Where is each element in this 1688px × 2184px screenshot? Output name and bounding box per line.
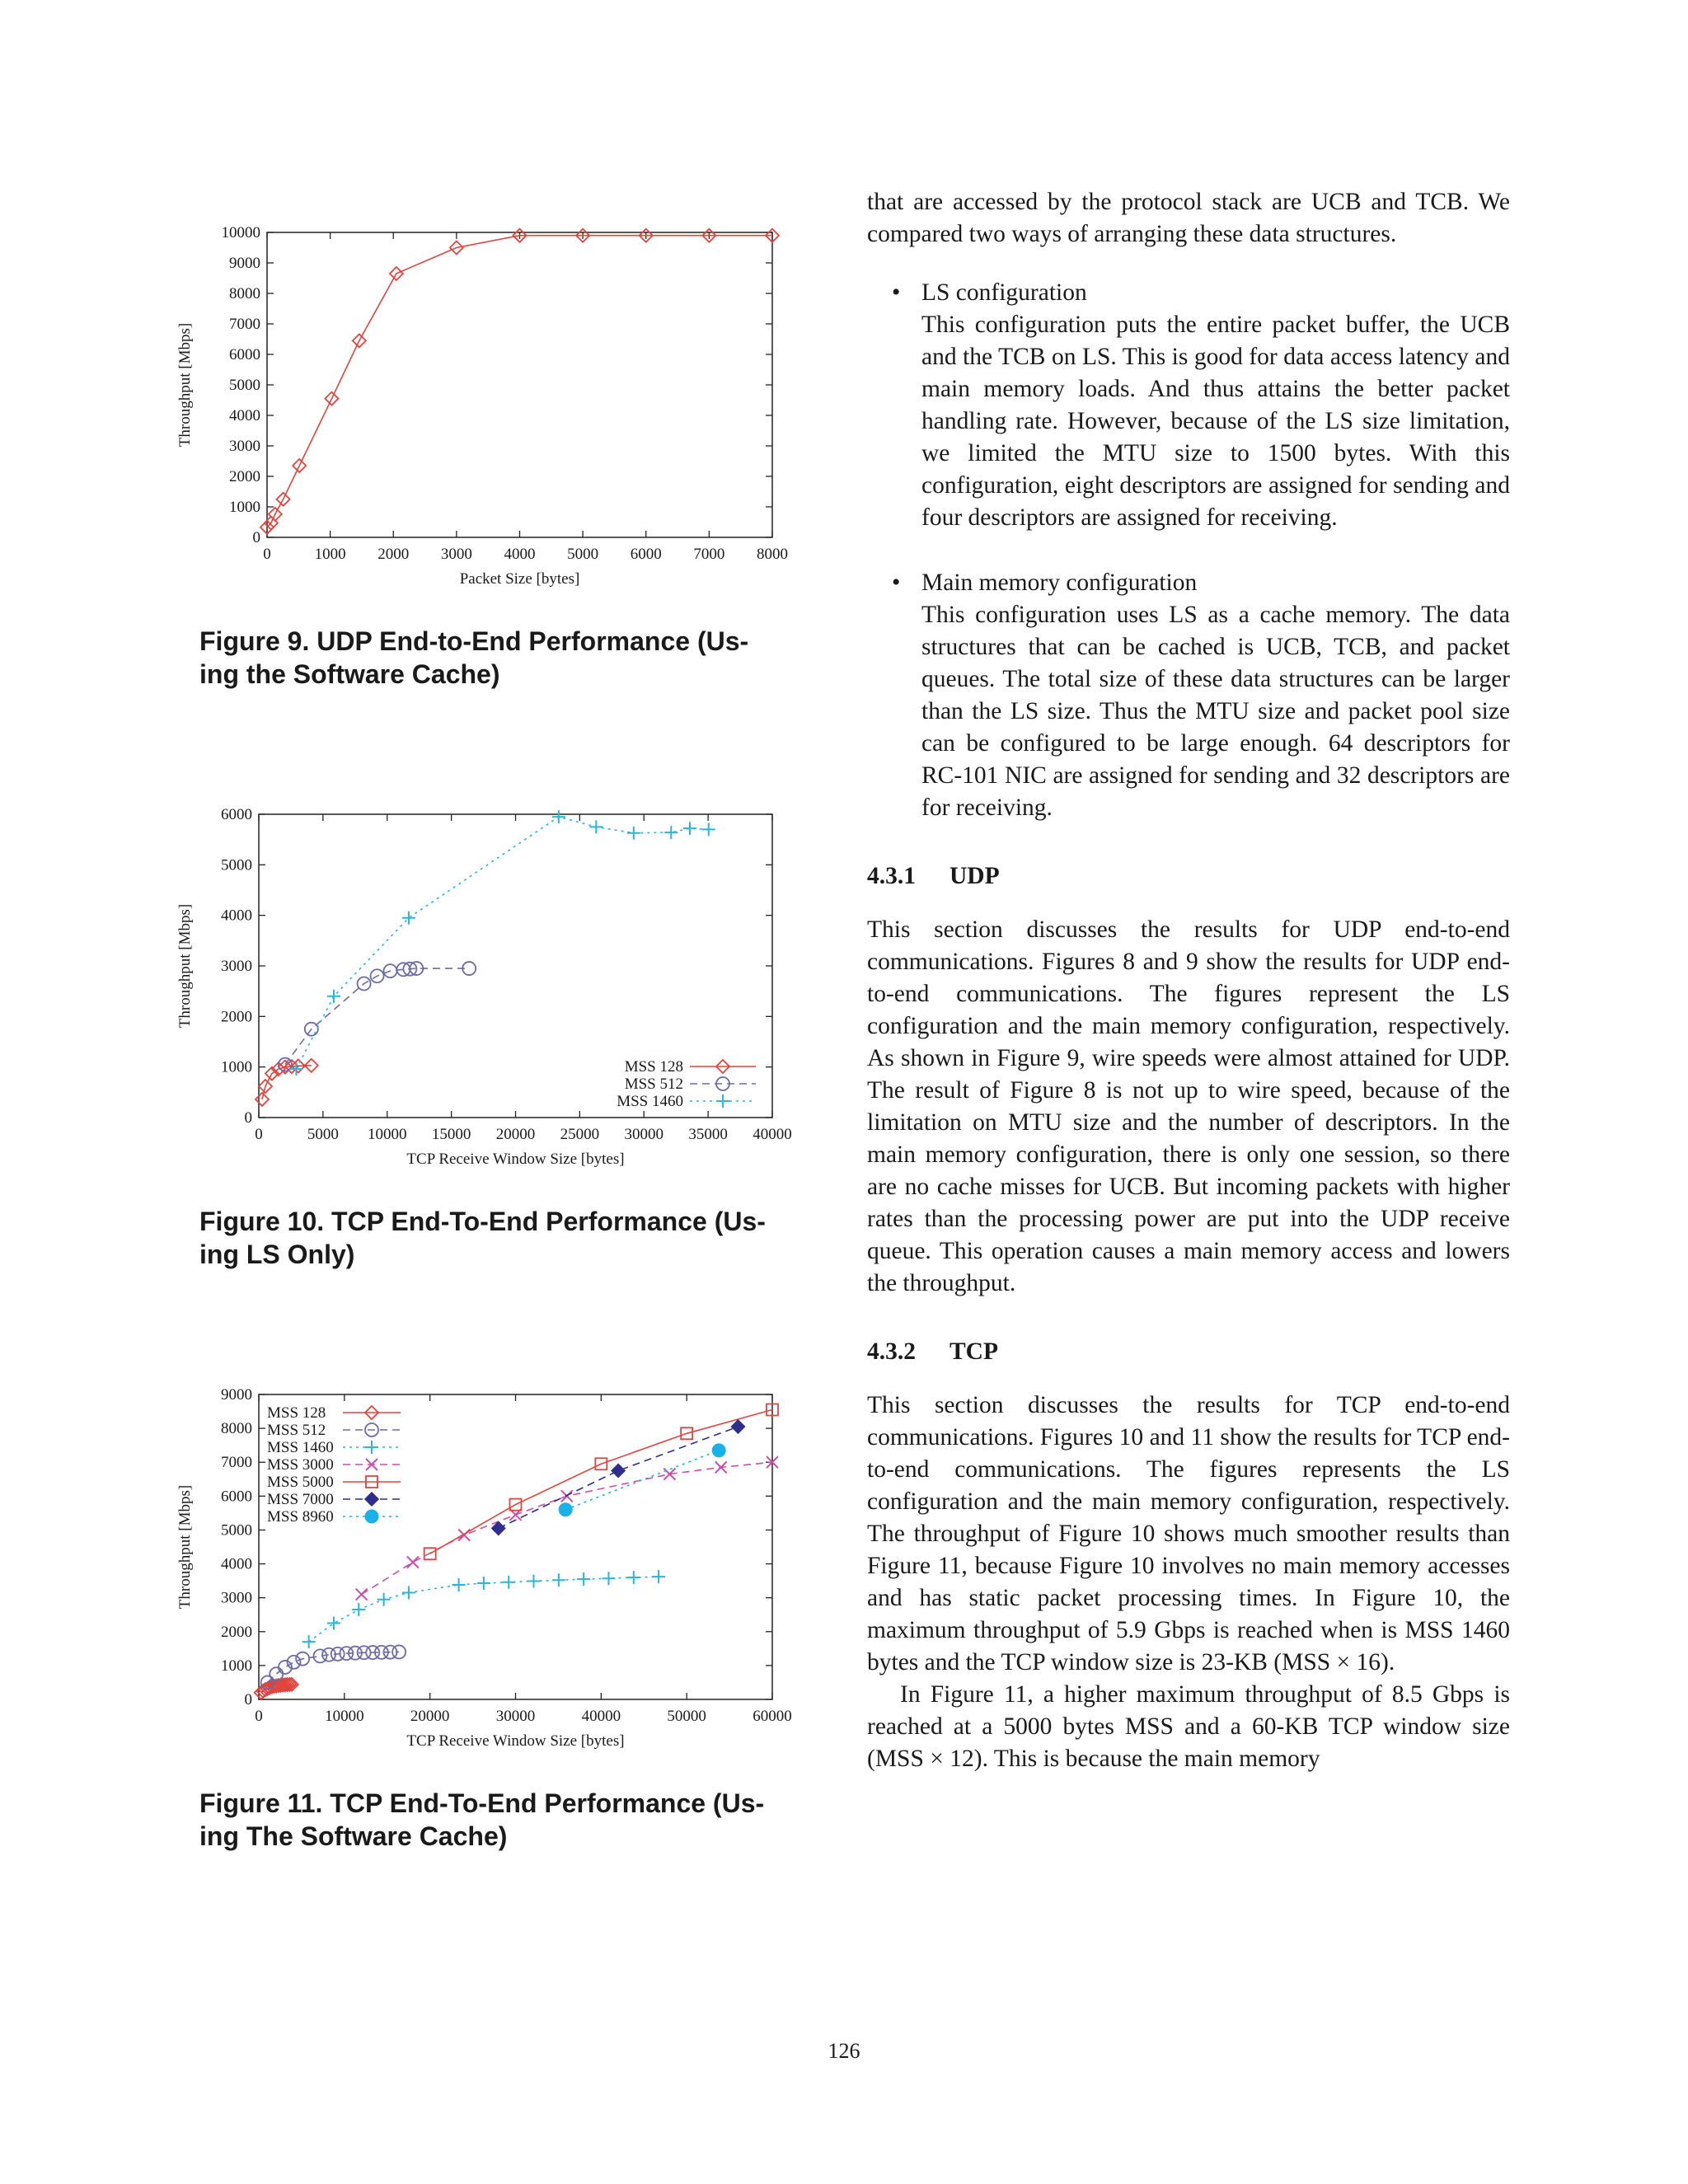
y-tick-label: 3000 [229, 438, 260, 455]
x-tick-label: 0 [263, 546, 271, 563]
figure-10 [165, 796, 816, 1183]
figure-10-caption [199, 1205, 776, 1271]
x-tick-label: 20000 [410, 1708, 450, 1725]
series-udp [260, 229, 779, 534]
x-axis-label: TCP Receive Window Size [bytes] [406, 1732, 625, 1750]
plot-frame [267, 232, 772, 537]
x-tick-label: 15000 [431, 1126, 471, 1143]
x-tick-label: 0 [255, 1126, 263, 1143]
data-point [712, 1444, 725, 1457]
bullet-2-body: This configuration uses LS as a cache memory. The data structures that can be cached is UCB, TCB, and packet queues. The total size of these data structures can be larger than the LS size. Thus the MTU size and packet pool size can be configured to be large enough. 64 descriptors for RC-101 NIC are assigned for sending and 32 descriptors are for receiving. [921, 602, 1510, 821]
x-tick-label: 35000 [688, 1126, 728, 1143]
y-tick-label: 3000 [221, 1589, 252, 1607]
data-point [589, 820, 603, 833]
bullet-1-title: LS configuration [921, 279, 1087, 306]
figure-9 [165, 216, 816, 603]
x-tick-label: 10000 [325, 1708, 364, 1725]
data-point [664, 826, 678, 839]
data-point [502, 1576, 515, 1589]
data-point [407, 1557, 419, 1568]
x-tick-label: 10000 [368, 1126, 407, 1143]
x-tick-label: 2000 [377, 546, 410, 563]
legend-label: MSS 3000 [267, 1456, 334, 1474]
legend-label: MSS 128 [624, 1058, 683, 1076]
y-tick-label: 1000 [221, 1058, 252, 1076]
series-mss-7000 [492, 1420, 745, 1535]
data-point [552, 1573, 565, 1586]
y-tick-label: 9000 [229, 255, 260, 272]
data-point [528, 1575, 541, 1588]
bullet-icon: • [892, 279, 901, 306]
data-point [452, 1578, 466, 1591]
data-point [602, 1572, 615, 1585]
x-tick-label: 30000 [624, 1126, 663, 1143]
y-tick-label: 0 [252, 529, 260, 546]
x-tick-label: 5000 [567, 546, 599, 563]
series-line [362, 1462, 772, 1594]
data-point [731, 1420, 744, 1433]
y-tick-label: 0 [244, 1109, 252, 1127]
y-tick-label: 4000 [229, 407, 260, 424]
figure-11-caption-line-2: ing The Software Cache) [199, 1821, 508, 1851]
tcp-paragraph-1: This section discusses the results for TCP end-to-end communications. Figures 10 and 11 show the results for TCP end-to-end communications. The figures represents the LS configuration and the main memory configuration, respectively. The throughput of Figure 10 shows much smoother results than Figure 11, because Figure 10 involves no main memory accesses and has static packet processing times. In Figure 10, the maximum throughput of 5.9 Gbps is reached when is MSS 1460 bytes and the TCP window size is 23-KB (MSS × 16). [867, 1392, 1510, 1675]
y-tick-label: 6000 [229, 346, 260, 363]
y-axis-label: Throughput [Mbps] [176, 322, 194, 448]
legend-label: MSS 1460 [267, 1439, 334, 1456]
y-tick-label: 3000 [221, 958, 252, 975]
legend-label: MSS 8960 [267, 1508, 334, 1526]
section-udp-number: 4.3.1 [867, 863, 916, 889]
y-tick-label: 10000 [221, 224, 260, 241]
legend [267, 1404, 401, 1526]
series-line [297, 817, 709, 1069]
legend-marker [365, 1441, 378, 1454]
x-tick-label: 0 [255, 1708, 263, 1725]
figure-11-caption [199, 1787, 776, 1853]
series-mss-3000 [356, 1456, 778, 1600]
bullet-main-memory-configuration [867, 567, 1510, 824]
intro-paragraph: that are accessed by the protocol stack are UCB and TCB. We compared two ways of arranging these data structures. [867, 189, 1510, 247]
series-mss-1460 [289, 810, 715, 1076]
series-line [267, 236, 772, 527]
legend-label: MSS 1460 [617, 1093, 683, 1110]
series-mss-1460 [302, 1570, 665, 1648]
bullet-2-title: Main memory configuration [921, 569, 1198, 596]
series-mss-8960 [559, 1444, 725, 1516]
y-tick-label: 5000 [229, 377, 260, 394]
y-tick-label: 7000 [229, 316, 260, 333]
data-point [577, 1572, 590, 1586]
data-point [559, 1503, 572, 1516]
y-tick-label: 6000 [221, 806, 252, 823]
series-line [565, 1451, 719, 1510]
data-point [683, 822, 696, 835]
x-tick-label: 30000 [495, 1708, 536, 1725]
y-tick-label: 5000 [221, 856, 252, 874]
y-tick-label: 7000 [221, 1454, 252, 1472]
data-point [377, 1593, 391, 1606]
y-tick-label: 5000 [221, 1521, 252, 1540]
bullet-ls-configuration [867, 277, 1510, 534]
x-tick-label: 60000 [753, 1708, 792, 1725]
legend [617, 1058, 756, 1110]
x-tick-label: 50000 [667, 1708, 706, 1725]
x-tick-label: 8000 [757, 546, 788, 563]
x-tick-label: 6000 [630, 546, 662, 563]
y-axis-label: Throughput [Mbps] [176, 903, 194, 1029]
page-number: 126 [828, 2039, 860, 2063]
series-mss-512 [279, 962, 476, 1071]
legend-marker [365, 1510, 378, 1523]
figure-10-chart [165, 796, 816, 1183]
section-tcp-number: 4.3.2 [867, 1338, 916, 1365]
data-point [652, 1570, 665, 1583]
data-point [392, 1645, 406, 1658]
series-mss-5000 [424, 1404, 778, 1560]
section-heading-tcp [867, 1336, 1510, 1368]
legend-label: MSS 7000 [267, 1491, 334, 1508]
y-tick-label: 6000 [221, 1488, 252, 1506]
data-point [627, 827, 640, 840]
x-axis-label: TCP Receive Window Size [bytes] [406, 1151, 625, 1168]
figure-9-caption [199, 625, 776, 691]
y-tick-label: 4000 [221, 907, 252, 925]
section-heading-udp [867, 860, 1510, 893]
udp-paragraph: This section discusses the results for UDP end-to-end communications. Figures 8 and 9 show the results for UDP end-to-end communications. The figures represent the LS configuration and the main memory configuration, respectively. As shown in Figure 9, wire speeds were almost attained for UDP. The result of Figure 8 is not up to wire speed, because of the limitation on MTU size and the number of descriptors. In the main memory configuration, there is only one session, so there are no cache misses for UCB. But incoming packets with higher rates than the processing power are put into the UDP receive queue. This operation causes a main memory access and lowers the throughput. [867, 916, 1510, 1296]
figure-9-caption-line-1: Figure 9. UDP End-to-End Performance (Us- [199, 626, 749, 656]
x-tick-label: 25000 [560, 1126, 600, 1143]
figure-9-chart [165, 216, 816, 603]
legend-label: MSS 5000 [267, 1474, 334, 1491]
legend-marker [716, 1094, 729, 1108]
data-point [327, 990, 340, 1003]
right-column [867, 186, 1510, 1775]
tcp-paragraph-2: In Figure 11, a higher maximum throughput of 8.5 Gbps is reached at a 5000 bytes MSS and a 60-KB TCP window size (MSS × 12). This is because the main memory [867, 1681, 1510, 1772]
legend-label: MSS 128 [267, 1404, 326, 1422]
x-tick-label: 1000 [314, 546, 346, 563]
x-tick-label: 3000 [440, 546, 472, 563]
data-point [552, 810, 565, 823]
y-tick-label: 1000 [221, 1657, 252, 1675]
section-udp-title: UDP [950, 863, 1000, 889]
figure-11-caption-line-1: Figure 11. TCP End-To-End Performance (Us- [199, 1788, 765, 1818]
x-tick-label: 5000 [307, 1126, 339, 1143]
data-point [402, 1586, 415, 1600]
figure-9-caption-line-2: ing the Software Cache) [199, 659, 500, 689]
data-point [702, 823, 715, 836]
figure-11-chart [165, 1378, 816, 1765]
bullet-icon: • [892, 569, 901, 596]
data-point [352, 1603, 365, 1616]
series-line [430, 1410, 772, 1554]
figure-11 [165, 1378, 816, 1765]
x-tick-label: 4000 [504, 546, 536, 563]
x-tick-label: 20000 [495, 1126, 536, 1143]
figure-10-caption-line-2: ing LS Only) [199, 1240, 355, 1269]
series-mss-128 [256, 1059, 318, 1106]
plot-frame [259, 814, 772, 1118]
section-tcp-title: TCP [950, 1338, 998, 1365]
data-point [256, 1093, 269, 1106]
data-point [327, 1617, 340, 1630]
y-tick-label: 4000 [221, 1555, 252, 1573]
data-point [402, 912, 415, 925]
y-tick-label: 8000 [229, 285, 260, 302]
figure-10-caption-line-1: Figure 10. TCP End-To-End Performance (Us- [199, 1207, 766, 1236]
data-point [302, 1635, 316, 1648]
x-axis-label: Packet Size [bytes] [459, 570, 580, 588]
y-axis-label: Throughput [Mbps] [176, 1484, 194, 1610]
data-point [356, 1589, 368, 1601]
y-tick-label: 1000 [229, 499, 260, 516]
x-tick-label: 7000 [693, 546, 725, 563]
y-tick-label: 0 [244, 1691, 252, 1708]
y-tick-label: 2000 [221, 1008, 252, 1026]
bullet-1-body: This configuration puts the entire packet buffer, the UCB and the TCB on LS. This is good for data access latency and main memory loads. And thus attains the better packet handling rate. However, because of the LS size limitation, we limited the MTU size to 1500 bytes. With this configuration, eight descriptors are assigned for sending and four descriptors are assigned for receiving. [921, 312, 1510, 531]
y-tick-label: 8000 [221, 1420, 252, 1438]
data-point [477, 1577, 490, 1590]
legend-marker [365, 1493, 378, 1506]
x-tick-label: 40000 [753, 1126, 792, 1143]
legend-label: MSS 512 [624, 1076, 683, 1093]
x-tick-label: 40000 [581, 1708, 621, 1725]
data-point [627, 1571, 640, 1584]
y-tick-label: 2000 [229, 468, 260, 485]
y-tick-label: 2000 [221, 1623, 252, 1641]
y-tick-label: 9000 [221, 1386, 252, 1404]
legend-label: MSS 512 [267, 1422, 326, 1439]
data-point [612, 1465, 625, 1478]
